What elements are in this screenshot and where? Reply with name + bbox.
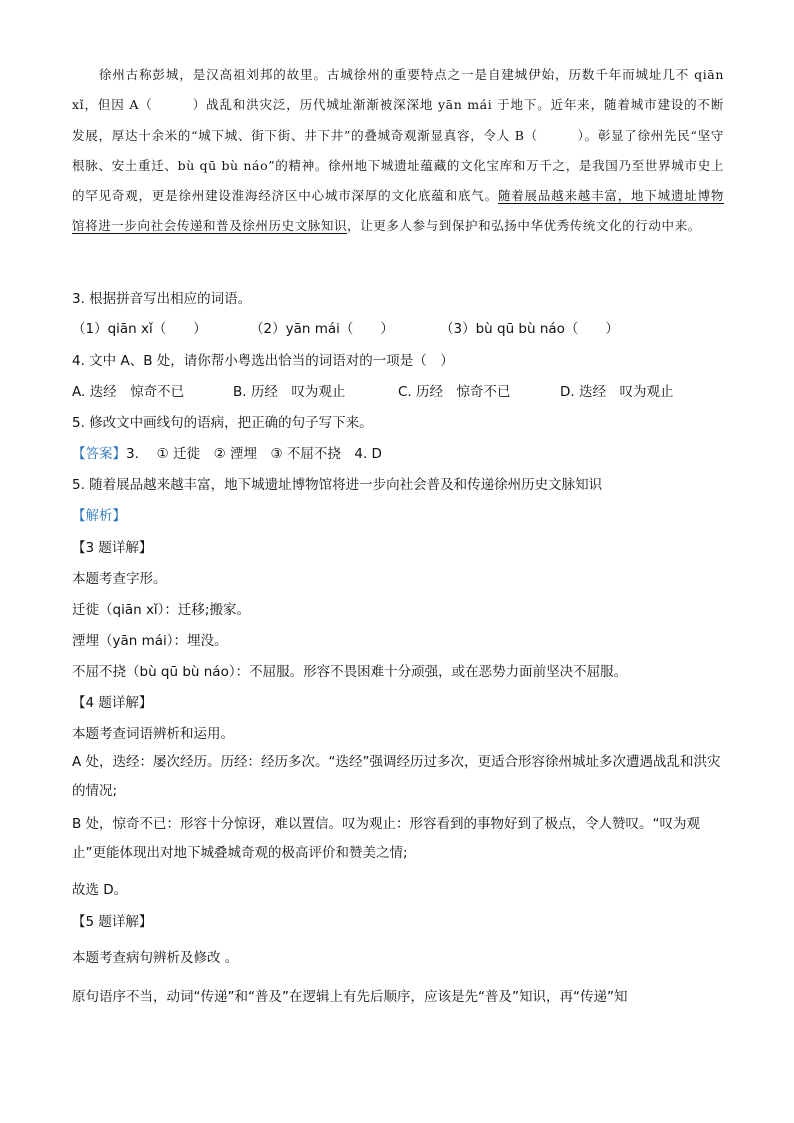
q3-detail-intro: 本题考查字形。 <box>72 571 167 587</box>
q3-detail-line-3: 不屈不挠（bù qū bù náo）：不屈服。形容不畏困难十分顽强，或在恶势力面前坚决不屈服。 <box>72 664 628 680</box>
q4-detail-b: B 处，惊奇不已：形容十分惊讶，难以置信。叹为观止：形容看到的事物好到了极点，令人赞叹。“叹为观止”更能体现出对地下城叠城奇观的极高评价和赞美之情; <box>72 816 701 861</box>
q3-detail-line-1: 迁徙（qiān xǐ）：迁移;搬家。 <box>72 602 250 618</box>
q4-detail-a: A 处，迭经：屡次经历。历经：经历多次。“迭经”强调经历过多次，更适合形容徐州城址多次遭遇战乱和洪灾的情况; <box>72 754 721 799</box>
q5-detail-text: 原句语序不当，动词“传递”和“普及”在逻辑上有先后顺序，应该是先“普及”知识，再“传递”知 <box>72 989 628 1005</box>
question-4-option-c: C. 历经 惊奇不已 <box>398 384 511 400</box>
question-4-title: 4. 文中 A、B 处，请你帮小粤选出恰当的词语对的一项是（ ） <box>72 353 454 369</box>
underlined-sentence: 随着展品越来越丰富，地下城遗址博物馆将进一步向社会传递和普及徐州历史文脉知识 <box>72 188 725 234</box>
answer-line-1 <box>72 442 382 462</box>
reading-passage <box>72 60 724 242</box>
q5-detail-intro: 本题考查病句辨析及修改 。 <box>72 950 239 966</box>
q4-detail-heading: 【4 题详解】 <box>72 695 153 711</box>
question-4-option-d: D. 迭经 叹为观止 <box>560 384 674 400</box>
question-4-option-b: B. 历经 叹为观止 <box>233 384 346 400</box>
question-3-title: 3. 根据拼音写出相应的词语。 <box>72 291 252 307</box>
q4-detail-conclusion: 故选 D。 <box>72 882 128 898</box>
q3-detail-heading: 【3 题详解】 <box>72 540 153 556</box>
analysis-label: 【解析】 <box>72 508 126 524</box>
answer-line-2: 5. 随着展品越来越丰富，地下城遗址博物馆将进一步向社会普及和传递徐州历史文脉知识 <box>72 477 603 493</box>
question-5-title: 5. 修改文中画线句的语病，把正确的句子写下来。 <box>72 415 373 431</box>
question-4-option-a: A. 迭经 惊奇不已 <box>72 384 185 400</box>
passage-text-1: 徐州古称彭城，是汉高祖刘邦的故里。古城徐州的重要特点之一是自建城伊始，历数千年而城址几不 qiān xǐ，但因 A（ ）战乱和洪灾泛，历代城址渐渐被深深地 yān mái 于地下。近年来，随着城市建设的不断发展，厚达十余米的“城下城、街下街、井下井”的叠城奇观渐显真容，令人 B（ ）。彰显了徐州先民“坚守根脉、安土重迁、bù qū bù náo”的精神。徐州地下城遗址蕴藏的文化宝库和万千之，是我国乃至世界城市史上的罕见奇观，更是徐州建设淮海经济区中心城市深厚的文化底蕴和底气。 <box>72 67 724 204</box>
question-3-item-2: （2）yān mái（ ） <box>250 321 394 337</box>
question-3-item-1: （1）qiān xǐ（ ） <box>72 321 207 337</box>
q3-detail-line-2: 湮埋（yān mái）：埋没。 <box>72 633 228 649</box>
question-3-item-3: （3）bù qū bù náo（ ） <box>440 321 619 337</box>
passage-text-2: ，让更多人参与到保护和弘扬中华优秀传统文化的行动中来。 <box>347 218 701 234</box>
answer-label: 【答案】 <box>72 446 126 462</box>
answer-text-1: 3. ① 迁徙 ② 湮埋 ③ 不屈不挠 4. D <box>126 446 382 462</box>
q4-detail-intro: 本题考查词语辨析和运用。 <box>72 726 234 742</box>
q5-detail-heading: 【5 题详解】 <box>72 914 153 930</box>
